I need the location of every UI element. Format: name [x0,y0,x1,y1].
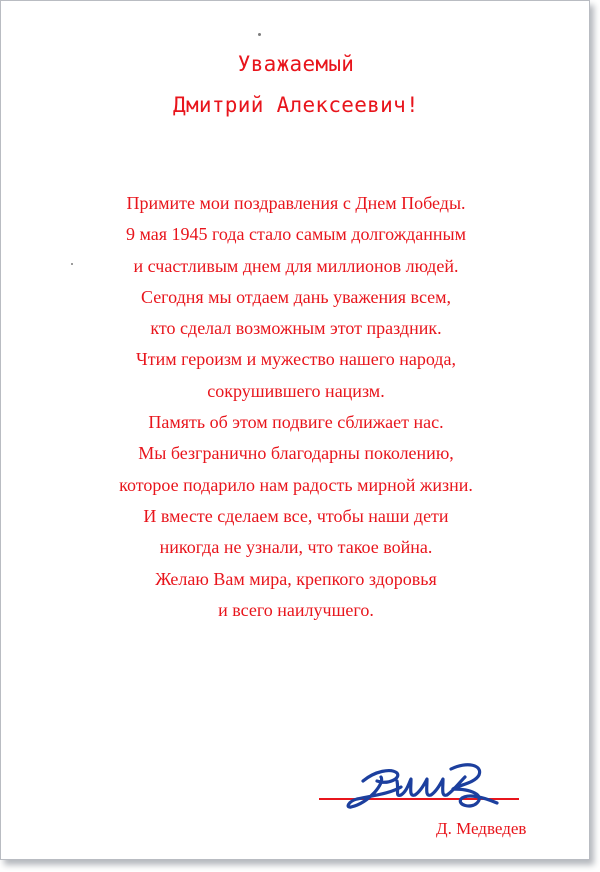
body-line: Примите мои поздравления с Днем Победы. [126,193,466,213]
body-line: сокрушившего нацизм. [207,380,385,401]
body-line: Сегодня мы отдаем дань уважения всем, [140,286,452,307]
body-line: кто сделал возможным этот праздник. [150,318,442,339]
salutation-line-1: Уважаемый [237,52,355,76]
body-line: Желаю Вам мира, крепкого здоровья [155,568,437,589]
body-line: и всего наилучшего. [218,599,374,620]
body-line: Чтим героизм и мужество нашего народа, [136,349,456,370]
body-line: Мы безгранично благодарны поколению, [138,443,454,464]
body-line: и счастливым днем для миллионов людей. [133,255,459,276]
salutation-line-2: Дмитрий Алексеевич! [173,93,419,117]
body-line: 9 мая 1945 года стало самым долгожданным [125,224,467,245]
letter-body [1,188,591,626]
body-line: Память об этом подвиге сближает нас. [148,412,444,433]
signer-name: Д. Медведев [436,819,527,838]
body-line: которое подарило нам радость мирной жизни. [119,474,473,495]
body-line: никогда не узнали, что такое война. [159,537,433,558]
paper-speck [258,33,261,36]
handwritten-signature [341,751,501,815]
body-line: И вместе сделаем все, чтобы наши дети [143,505,449,526]
